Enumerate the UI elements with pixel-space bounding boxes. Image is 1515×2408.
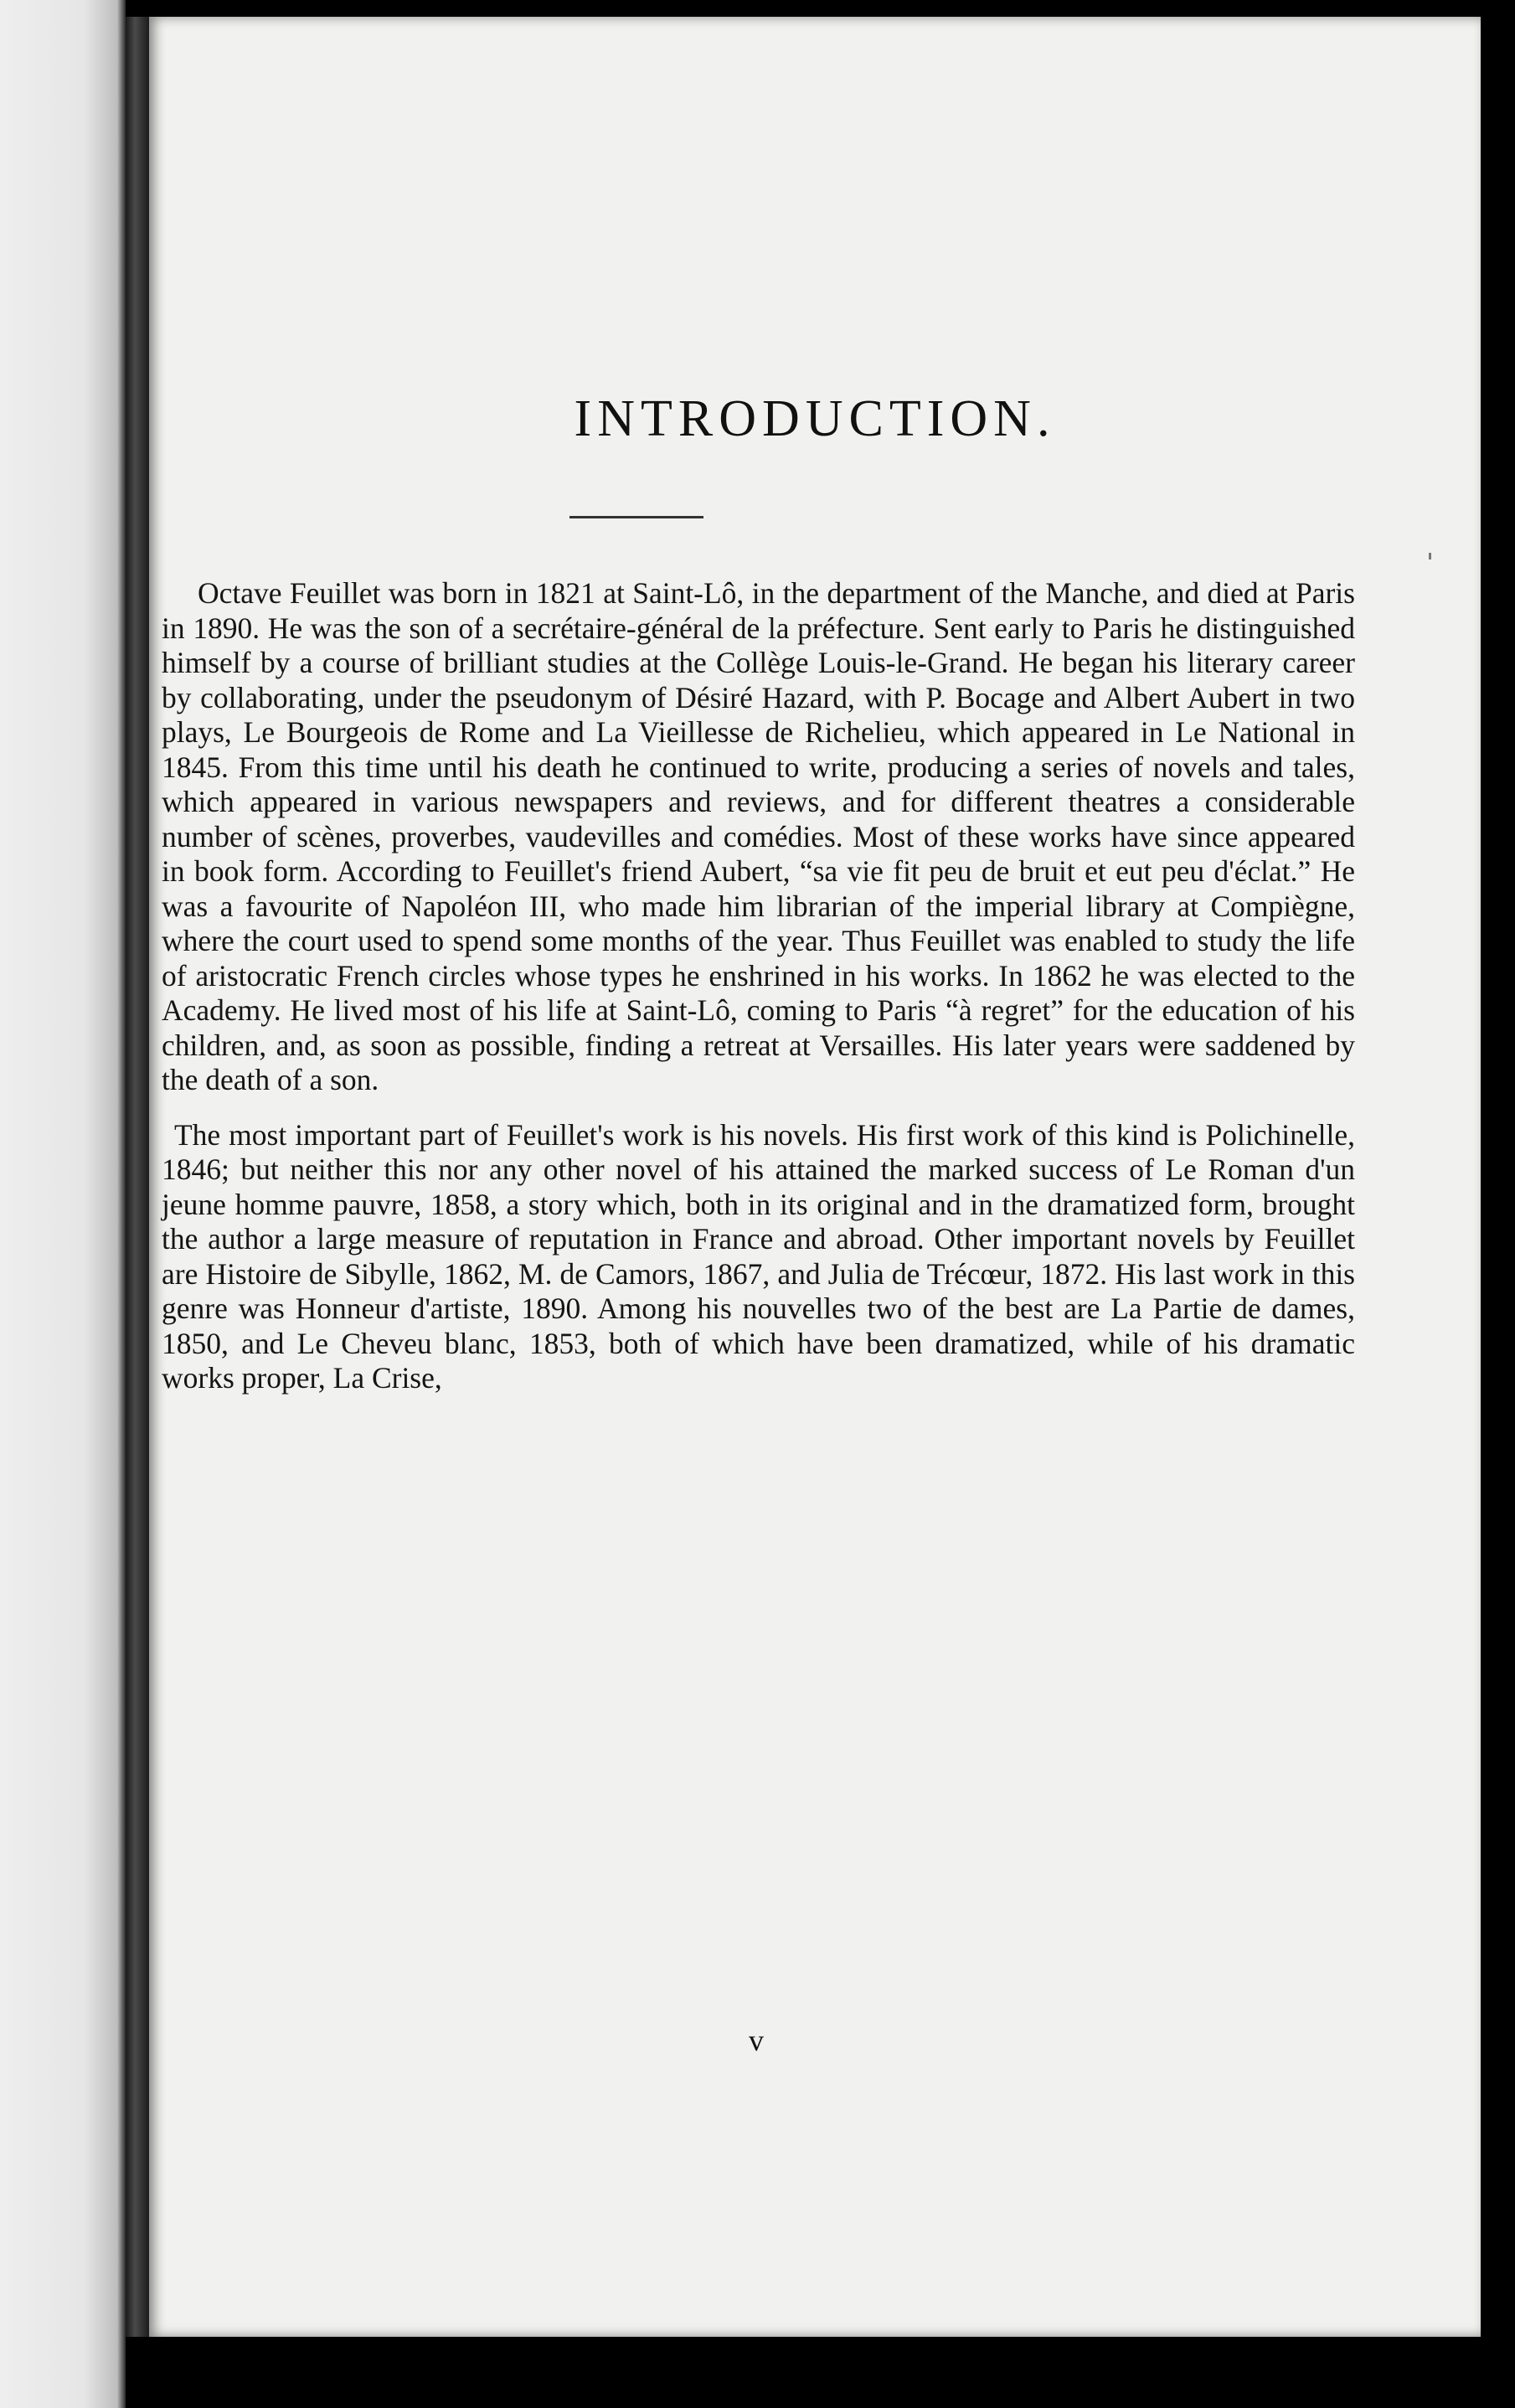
body-text [162,576,1355,1396]
paragraph-1: Octave Feuillet was born in 1821 at Saint-Lô, in the department of the Manche, and died at Paris in 1890. He was the son of a secrétaire-général de la préfecture. Sent early to Paris he distinguished himself by a course of brilliant studies at the Collège Louis-le-Grand. He began his literary career by collaborating, under the pseudonym of Désiré Hazard, with P. Bocage and Albert Aubert in two plays, Le Bourgeois de Rome and La Vieillesse de Richelieu, which appeared in Le National in 1845. From this time until his death he continued to write, producing a series of novels and tales, which appeared in various newspapers and reviews, and for different theatres a considerable number of scènes, proverbes, vaudevilles and comédies. Most of these works have since appeared in book form. According to Feuillet's friend Aubert, “sa vie fit peu de bruit et eut peu d'éclat.” He was a favourite of Napoléon III, who made him librarian of the imperial library at Compiègne, where the court used to spend some months of the year. Thus Feuillet was enabled to study the life of aristocratic French circles whose types he enshrined in his works. In 1862 he was elected to the Academy. He lived most of his life at Saint-Lô, coming to Paris “à regret” for the education of his children, and, as soon as possible, finding a retreat at Versailles. His later years were saddened by the death of a son. [162,576,1355,1096]
page-title: INTRODUCTION. [574,390,1056,447]
paragraph-2: The most important part of Feuillet's work is his novels. His first work of this kind is Polichinelle, 1846; but neither this nor any other novel of his attained the marked success of Le Roman d'un jeune homme pauvre, 1858, a story which, both in its original and in the dramatized form, brought the author a large measure of reputation in France and abroad. Other important novels by Feuillet are Histoire de Sibylle, 1862, M. de Camors, 1867, and Julia de Trécœur, 1872. His last work in this genre was Honneur d'artiste, 1890. Among his nouvelles two of the best are La Partie de dames, 1850, and Le Cheveu blanc, 1853, both of which have been dramatized, while of his dramatic works proper, La Crise, [162,1117,1355,1395]
page-speck [1429,553,1431,559]
book-gutter [126,17,149,2337]
page-number: v [749,2024,764,2057]
title-rule [569,516,703,518]
page [149,17,1481,2337]
left-page-edge [0,0,126,2408]
